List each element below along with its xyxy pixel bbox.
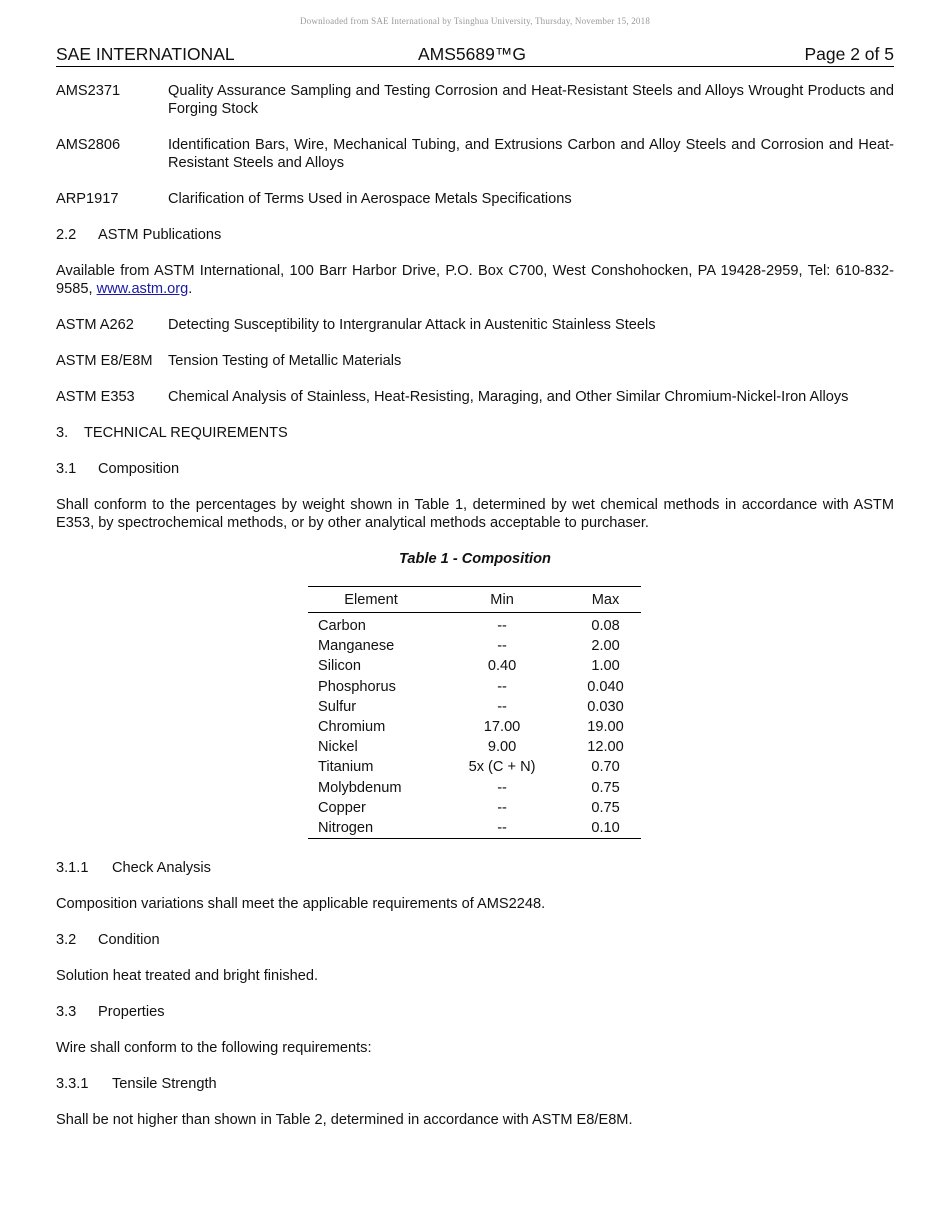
ref-item: [56, 316, 894, 334]
cell-min: --: [497, 638, 507, 655]
ref-item: [56, 190, 894, 208]
section-heading-3: 3. TECHNICAL REQUIREMENTS: [56, 425, 288, 441]
ref-code: ARP1917: [56, 191, 119, 207]
table-header-row: [308, 587, 641, 613]
cell-element: Sulfur: [318, 698, 357, 715]
cell-min: 5x (C + N): [468, 759, 536, 776]
ref-desc: Identification Bars, Wire, Mechanical Tubing, and Extrusions Carbon and Alloy Steels and Corrosion and Heat-Resistant Steels and Alloys: [168, 137, 894, 171]
header-org: SAE INTERNATIONAL: [56, 44, 235, 64]
cell-element: Chromium: [318, 719, 386, 736]
paragraph-3-3: Wire shall conform to the following requirements:: [56, 1040, 372, 1057]
table-row: [308, 778, 641, 798]
col-header-element: Element: [308, 587, 434, 613]
table-row: [308, 717, 641, 737]
ref-item: [56, 388, 894, 406]
cell-max: 0.08: [591, 618, 620, 634]
cell-max: 0.75: [591, 779, 620, 796]
table-row: [308, 818, 641, 839]
cell-min: --: [434, 818, 570, 839]
cell-min: 17.00: [483, 719, 521, 736]
ref-desc: Tension Testing of Metallic Materials: [168, 353, 402, 369]
cell-max: 19.00: [587, 719, 624, 736]
cell-max: 0.030: [587, 698, 624, 715]
col-header-max: Max: [570, 587, 641, 613]
cell-element: Carbon: [318, 618, 366, 634]
cell-element: Phosphorus: [318, 678, 396, 695]
cell-min: --: [497, 698, 507, 715]
cell-element: Nickel: [318, 739, 358, 756]
download-notice: Downloaded from SAE International by Tsinghua University, Thursday, November 15, 2018: [299, 16, 651, 26]
cell-max: 0.10: [570, 818, 641, 839]
section-heading-3-3: 3.3 Properties: [56, 1004, 165, 1021]
table-row: [308, 757, 641, 777]
cell-element: Silicon: [318, 658, 361, 675]
cell-min: --: [497, 678, 507, 695]
ref-item: [56, 136, 894, 172]
section-heading-2-2: 2.2 ASTM Publications: [56, 227, 222, 243]
paragraph-3-3-1: Shall be not higher than shown in Table 2, determined in accordance with ASTM E8/E8M.: [56, 1112, 633, 1129]
ref-item: [56, 352, 894, 370]
ref-code: ASTM E8/E8M: [56, 353, 153, 369]
cell-element: Copper: [318, 799, 366, 816]
cell-min: 9.00: [487, 739, 517, 756]
ref-code: AMS2371: [56, 83, 121, 99]
cell-element: Titanium: [318, 759, 374, 776]
ref-desc: Detecting Susceptibility to Intergranular Attack in Austenitic Stainless Steels: [168, 317, 656, 333]
paragraph-3-1: Shall conform to the percentages by weight shown in Table 1, determined by wet chemical methods in accordance with ASTM E353, by spectrochemical methods, or by other analytical methods acceptable to purchaser.: [56, 497, 894, 531]
cell-element: Molybdenum: [318, 779, 402, 796]
cell-max: 2.00: [591, 638, 620, 655]
cell-min: --: [497, 618, 507, 634]
composition-table: [308, 586, 641, 839]
cell-max: 0.70: [591, 759, 620, 776]
section-heading-3-2: 3.2 Condition: [56, 932, 160, 949]
page-content: [56, 82, 894, 1147]
ref-desc: Quality Assurance Sampling and Testing Corrosion and Heat-Resistant Steels and Alloys Wrought Products and Forging Stock: [168, 83, 894, 117]
ref-code: ASTM E353: [56, 389, 135, 405]
table-row: [308, 656, 641, 676]
table-row: [308, 798, 641, 818]
table-row: [308, 677, 641, 697]
cell-max: 0.040: [587, 678, 624, 695]
cell-min: --: [497, 779, 507, 796]
cell-min: --: [497, 799, 507, 816]
cell-max: 1.00: [591, 658, 620, 675]
cell-max: 0.75: [591, 799, 620, 816]
astm-link[interactable]: www.astm.org: [96, 281, 189, 297]
header-doc-number: AMS5689™G: [418, 44, 526, 64]
section-heading-3-1: 3.1 Composition: [56, 461, 180, 477]
col-header-min: Min: [434, 587, 570, 613]
paragraph-3-1-1: Composition variations shall meet the applicable requirements of AMS2248.: [56, 896, 546, 913]
ref-desc: Chemical Analysis of Stainless, Heat-Resisting, Maraging, and Other Similar Chromium-Nickel-Iron Alloys: [168, 389, 849, 405]
section-heading-3-3-1: 3.3.1 Tensile Strength: [56, 1076, 217, 1093]
table-row: [308, 697, 641, 717]
page-header: [56, 44, 894, 67]
cell-element: Nitrogen: [308, 818, 434, 839]
table-row: [308, 636, 641, 656]
ref-code: ASTM A262: [56, 317, 134, 333]
ref-desc: Clarification of Terms Used in Aerospace Metals Specifications: [168, 191, 572, 207]
cell-min: 0.40: [487, 658, 517, 675]
paragraph-3-2: Solution heat treated and bright finished.: [56, 968, 319, 985]
cell-element: Manganese: [318, 638, 395, 655]
table-row: [308, 613, 641, 637]
section-heading-3-1-1: 3.1.1 Check Analysis: [56, 860, 211, 877]
astm-availability: Available from ASTM International, 100 Barr Harbor Drive, P.O. Box C700, West Conshohocken, PA 19428-2959, Tel: 610-832-9585, www.astm.org.: [56, 263, 894, 297]
ref-code: AMS2806: [56, 137, 121, 153]
header-page-number: Page 2 of 5: [804, 44, 894, 64]
ref-item: [56, 82, 894, 118]
table-caption: Table 1 - Composition: [399, 551, 551, 567]
cell-max: 12.00: [587, 739, 624, 756]
table-body: [308, 613, 641, 839]
table-row: [308, 737, 641, 757]
